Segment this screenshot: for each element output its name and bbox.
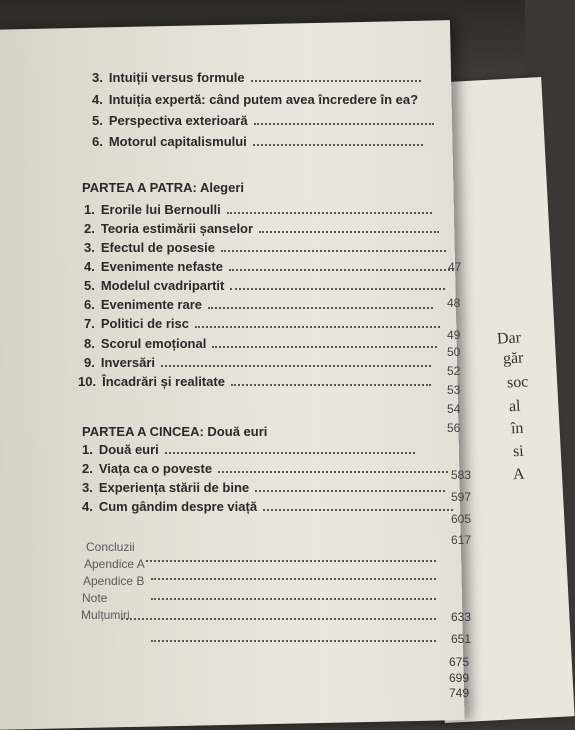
entry-number: 4. [92,92,103,107]
entry-title: Evenimente nefaste [100,259,223,274]
entry-number: 4. [82,499,93,514]
page-number-fragment: 54 [447,402,461,416]
dot-leader [254,117,434,125]
toc-entry [92,92,418,107]
entry-title: Perspectiva exterioară [108,113,248,128]
entry-title: Motorul capitalismului [108,134,247,149]
toc-entry [92,113,434,128]
page-number-fragment: 49 [447,328,461,342]
entry-title: Efectul de posesie [100,240,215,255]
page-number: 605 [451,512,472,526]
backmatter-item: Concluzii [86,540,135,554]
backmatter-item: Note [82,591,108,605]
entry-title: Politici de risc [100,316,189,331]
entry-title: Modelul cvadripartit [100,278,225,293]
dot-leader [251,74,421,82]
entry-number: 10. [78,374,97,389]
part-heading: PARTEA A PATRA: Alegeri [82,180,245,195]
entry-title: Intuiții versus formule [108,70,245,85]
dot-leader [121,612,436,620]
dot-leader [151,634,436,642]
entry-number: 5. [84,278,95,293]
page-number: 675 [449,655,470,669]
entry-title: Încadrări și realitate [102,374,225,389]
entry-title: Două euri [98,442,159,457]
dot-leader [255,484,445,492]
page-number-fragment: 47 [448,260,462,274]
entry-title: Teoria estimării șanselor [100,221,254,236]
toc-entry [92,70,421,85]
right-page-text-2: găr [502,349,524,368]
backmatter-item: Mulțumiri [81,608,130,622]
dot-leader [231,378,431,386]
dot-leader [161,359,431,367]
toc-entry [84,297,433,312]
entry-number: 9. [84,355,95,370]
page-number: 699 [449,671,470,685]
toc-entry [82,442,415,457]
entry-title: Evenimente rare [100,297,203,312]
page-number: 633 [451,610,472,624]
toc-entry [82,461,448,476]
dot-leader [227,206,432,214]
entry-number: 3. [84,240,95,255]
entry-number: 4. [84,259,95,274]
entry-title: Scorul emoțional [100,336,207,351]
entry-number: 8. [84,336,95,351]
entry-number: 1. [82,442,93,457]
page-number-fragment: 53 [447,383,461,397]
page-number: 651 [451,632,472,646]
toc-entry [92,134,423,149]
dot-leader [253,138,423,146]
page-number: 617 [451,533,472,547]
entry-number: 2. [82,461,93,476]
toc-entry [84,336,437,351]
entry-number: 5. [92,113,103,128]
page-number: 749 [449,686,470,700]
entry-number: 6. [84,297,95,312]
entry-number: 3. [92,70,103,85]
dot-leader [259,225,439,233]
dot-leader [230,282,445,290]
toc-entry [84,316,440,331]
dot-leader [165,446,415,454]
toc-entry [82,480,445,495]
page-number-fragment: 56 [447,421,461,435]
right-page-text-5: în [510,419,524,438]
entry-number: 3. [82,480,93,495]
page-number-fragment: 48 [447,296,461,310]
page-number: 583 [451,468,472,482]
dot-leader [195,320,440,328]
entry-number: 7. [84,316,95,331]
right-page-text-3: soc [506,373,529,392]
entry-title: Intuiția expertă: când putem avea încredere în ea? [108,92,419,107]
dot-leader [151,572,436,580]
dot-leader [212,340,437,348]
entry-title: Viața ca o poveste [98,461,213,476]
dot-leader [263,503,453,511]
page-number: 597 [451,490,472,504]
right-page-text-1: Dar [496,329,522,348]
part-heading: PARTEA A CINCEA: Două euri [82,424,268,439]
toc-entry [84,202,432,217]
toc-entry [84,240,446,255]
dot-leader [221,244,446,252]
backmatter-item: Apendice A [84,557,145,571]
toc-entry [84,355,431,370]
entry-title: Experiența stării de bine [98,480,250,495]
toc-entry [78,374,431,389]
page-number-fragment: 52 [447,364,461,378]
dot-leader [146,554,436,562]
right-page-text-4: al [508,397,521,416]
toc-entry [84,259,454,274]
dot-leader [229,263,454,271]
right-page-text-6: si [512,442,525,461]
entry-title: Erorile lui Bernoulli [100,202,221,217]
toc-entry [82,499,453,514]
entry-number: 1. [84,202,95,217]
right-page-text-7: A [512,465,525,484]
toc-entry [84,221,439,236]
backmatter-item: Apendice B [83,574,145,588]
dot-leader [151,592,436,600]
dot-leader [208,301,433,309]
entry-number: 6. [92,134,103,149]
entry-title: Inversări [100,355,156,370]
toc-entry [84,278,445,293]
dot-leader [218,465,448,473]
entry-title: Cum gândim despre viață [98,499,258,514]
entry-number: 2. [84,221,95,236]
page-number-fragment: 50 [447,345,461,359]
